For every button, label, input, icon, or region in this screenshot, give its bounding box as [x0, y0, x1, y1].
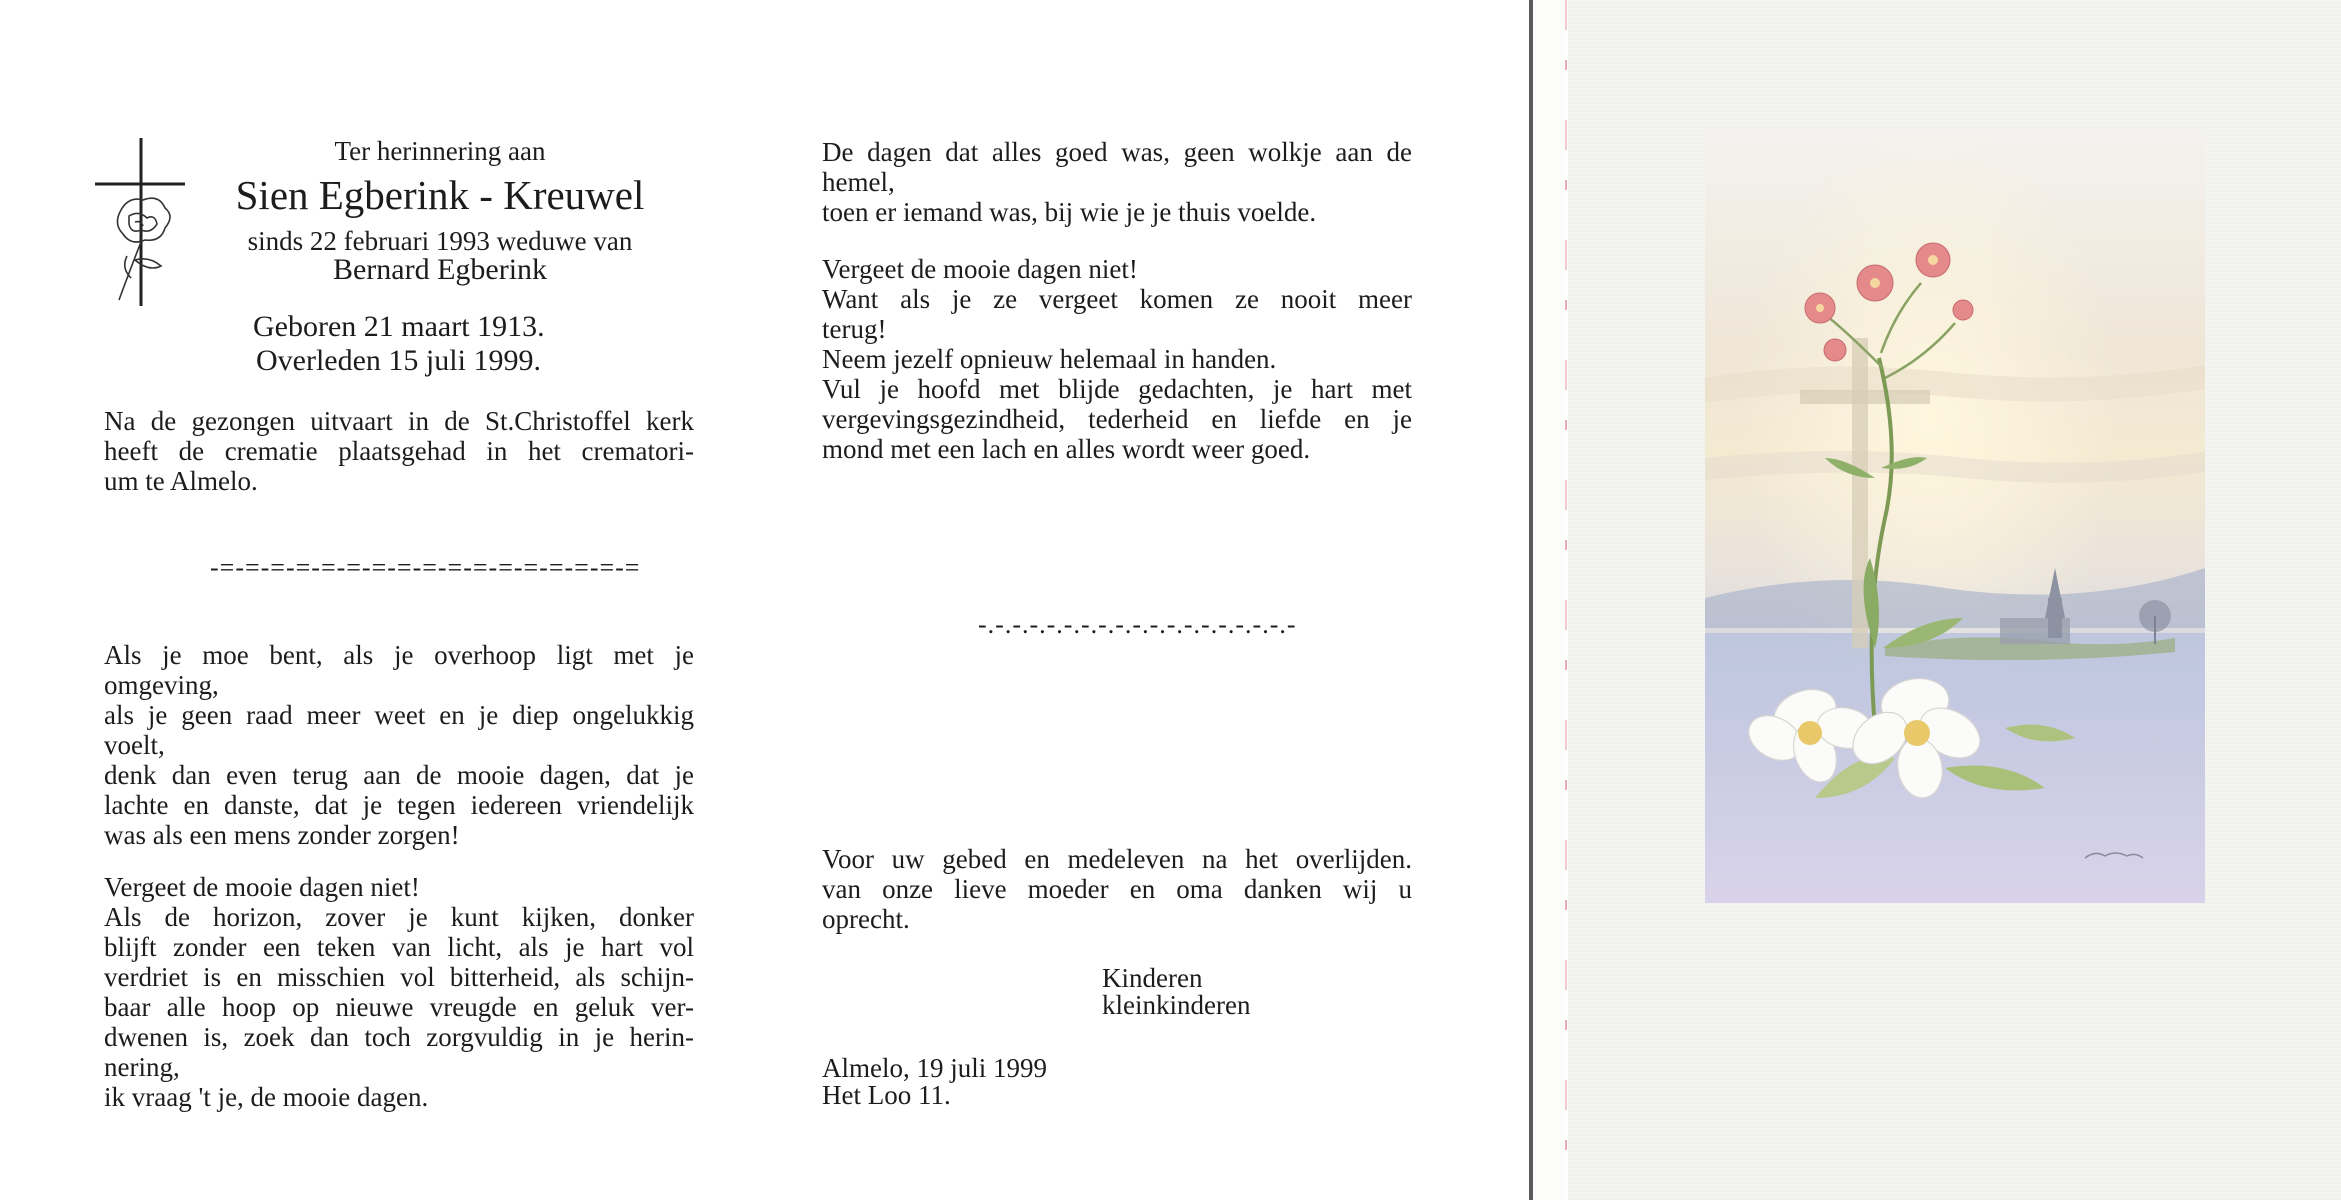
- poem-left-stanza-1: [104, 640, 694, 850]
- text-line: Vergeet de mooie dagen niet!: [822, 254, 1138, 284]
- funeral-paragraph: [104, 406, 694, 496]
- text-line: lachte en danste, dat je tegen iedereen vriendelijk: [104, 790, 694, 820]
- text-line: denk dan even terug aan de mooie dagen, dat je: [104, 760, 694, 790]
- text-line: nering,: [104, 1052, 180, 1082]
- text-line: was als een mens zonder zorgen!: [104, 820, 460, 850]
- text-line: ik vraag 't je, de mooie dagen.: [104, 1082, 429, 1112]
- text-line: De dagen dat alles goed was, geen wolkje aan de: [822, 137, 1412, 167]
- husband-name: Bernard Egberink: [332, 253, 548, 286]
- card-fold-shadow: [1529, 0, 1533, 1200]
- text-line: baar alle hoop op nieuwe vreugde en geluk ver-: [104, 992, 694, 1022]
- signature-children: Kinderen: [1102, 963, 1203, 993]
- text-line: verdriet is en misschien vol bitterheid, als schijn-: [104, 962, 694, 992]
- text-line: Als de horizon, zover je kunt kijken, donker: [104, 902, 694, 932]
- text-line: terug!: [822, 314, 887, 344]
- text-line: hemel,: [822, 167, 895, 197]
- text-line: Als je moe bent, als je overhoop ligt met je: [104, 640, 694, 670]
- poem-right-stanza-2: [822, 254, 1412, 464]
- address: Het Loo 11.: [822, 1080, 951, 1110]
- text-line: dwenen is, zoek dan toch zorgvuldig in je herin-: [104, 1022, 694, 1052]
- card-spine-edge: [1565, 0, 1567, 1200]
- text-line: Vul je hoofd met blijde gedachten, je hart met: [822, 374, 1412, 404]
- text-line: voelt,: [104, 730, 165, 760]
- separator-left: -=-=-=-=-=-=-=-=-=-=-=-=-=-=-=-=-=: [210, 553, 641, 582]
- text-line: blijft zonder een teken van licht, als je hart vol: [104, 932, 694, 962]
- text-line: um te Almelo.: [104, 466, 258, 496]
- text-line: Vergeet de mooie dagen niet!: [104, 872, 420, 902]
- text-line: heeft de crematie plaatsgehad in het crematori-: [104, 436, 694, 466]
- text-line: Na de gezongen uitvaart in de St.Christoffel kerk: [104, 406, 694, 436]
- text-line: oprecht.: [822, 904, 910, 934]
- deceased-name: Sien Egberink - Kreuwel: [235, 172, 645, 218]
- text-line: Neem jezelf opnieuw helemaal in handen.: [822, 344, 1277, 374]
- floral-cross-painting: [1705, 128, 2205, 903]
- text-line: omgeving,: [104, 670, 219, 700]
- text-line: Want als je ze vergeet komen ze nooit meer: [822, 284, 1412, 314]
- poem-right-stanza-1: [822, 137, 1412, 227]
- text-line: vergevingsgezindheid, tederheid en liefde en je: [822, 404, 1412, 434]
- signature-grandchildren: kleinkinderen: [1102, 990, 1251, 1020]
- widow-line: sinds 22 februari 1993 weduwe van: [247, 226, 633, 256]
- text-line: toen er iemand was, bij wie je je thuis voelde.: [822, 197, 1317, 227]
- separator-right: -.-.-.-.-.-.-.-.-.-.-.-.-.-.-.-.-.-.-: [978, 610, 1297, 639]
- birth-date: Geboren 21 maart 1913.: [253, 310, 545, 343]
- text-line: mond met een lach en alles wordt weer goed.: [822, 434, 1311, 464]
- poem-left-stanza-2: [104, 872, 694, 1112]
- text-line: van onze lieve moeder en oma danken wij u: [822, 874, 1412, 904]
- text-line: als je geen raad meer weet en je diep ongelukkig: [104, 700, 694, 730]
- thanks-paragraph: [822, 844, 1412, 934]
- place-date: Almelo, 19 juli 1999: [822, 1053, 1047, 1083]
- text-line: Voor uw gebed en medeleven na het overlijden.: [822, 844, 1412, 874]
- cross-with-rose-icon: [95, 138, 191, 308]
- death-date: Overleden 15 juli 1999.: [256, 344, 541, 377]
- intro-text: Ter herinnering aan: [334, 136, 546, 166]
